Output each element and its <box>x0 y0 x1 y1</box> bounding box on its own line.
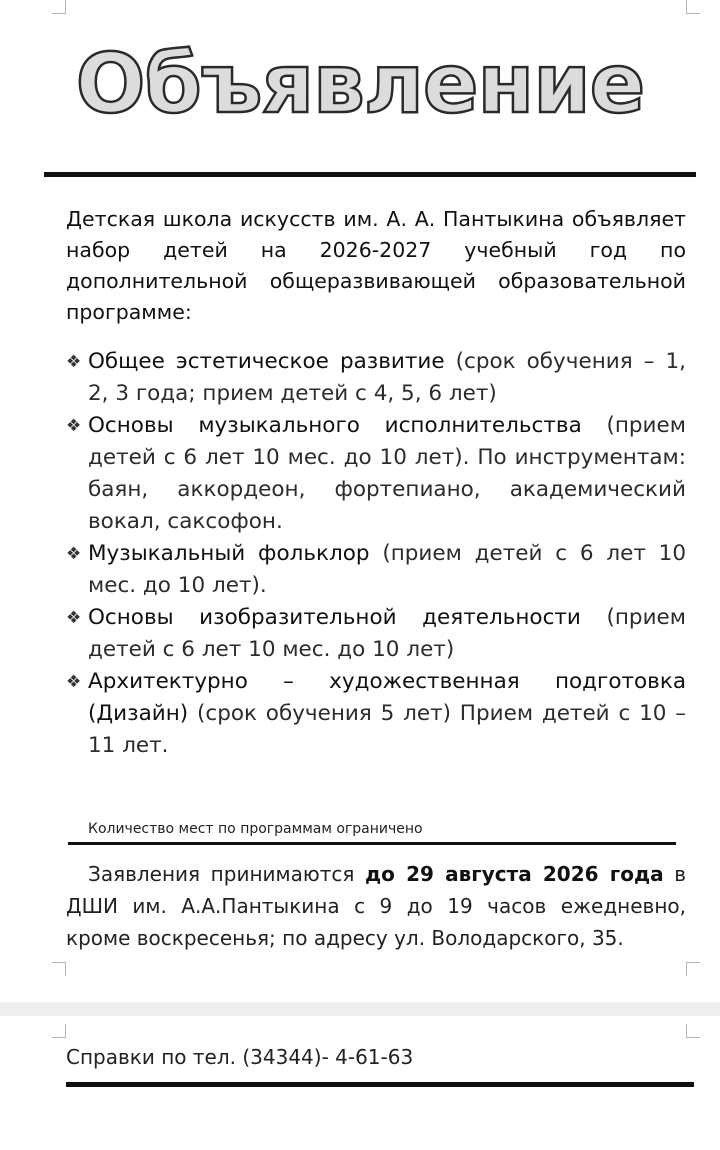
list-item <box>66 410 686 538</box>
note-divider <box>68 842 676 845</box>
list-item <box>66 666 686 762</box>
page-corner-mark <box>52 962 66 976</box>
page-corner-mark <box>686 0 700 14</box>
list-item <box>66 602 686 666</box>
page-separator <box>0 1002 720 1016</box>
page-corner-mark <box>686 1024 700 1038</box>
phone-info: Справки по тел. (34344)- 4-61-63 <box>66 1045 414 1069</box>
bullet-diamond-icon: ❖ <box>66 352 82 372</box>
applications-deadline: до 29 августа 2026 года <box>364 862 664 886</box>
program-details: (прием детей с 6 лет 10 мес. до 10 лет). По инструментам: баян, аккордеон, фортепиано, академический вокал, саксофон. <box>88 413 686 534</box>
program-name: Общее эстетическое развитие <box>88 349 445 374</box>
bullet-diamond-icon: ❖ <box>66 672 82 692</box>
program-name: Музыкальный фольклор <box>88 541 370 566</box>
applications-text: в ДШИ им. А.А.Пантыкина с 9 до 19 часов ежедневно, кроме воскресенья; по адресу ул. Володарского, 35. <box>66 862 686 950</box>
page-corner-mark <box>52 1024 66 1038</box>
program-details: (прием детей с 6 лет 10 мес. до 10 лет) <box>88 605 686 662</box>
title-divider <box>44 172 696 177</box>
program-name: Архитектурно – художественная подготовка (Дизайн) <box>88 669 686 726</box>
footer-divider <box>66 1082 694 1087</box>
program-details: (прием детей с 6 лет 10 мес. до 10 лет). <box>88 541 687 598</box>
page-title: Объявление <box>75 37 645 132</box>
applications-paragraph <box>66 858 686 954</box>
bullet-diamond-icon: ❖ <box>66 608 82 628</box>
bullet-diamond-icon: ❖ <box>66 416 82 436</box>
program-name: Основы музыкального исполнительства <box>88 413 582 438</box>
seats-note: Количество мест по программам ограничено <box>88 821 423 837</box>
applications-text: Заявления принимаются <box>88 862 365 886</box>
list-item <box>66 346 686 410</box>
page-corner-mark <box>686 962 700 976</box>
document-page-2 <box>0 1016 720 1150</box>
bullet-diamond-icon: ❖ <box>66 544 82 564</box>
program-name: Основы изобразительной деятельности <box>88 605 581 630</box>
intro-paragraph: Детская школа искусств им. А. А. Пантыкина объявляет набор детей на 2026-2027 учебный год по дополнительной общеразвивающей образовательной программе: <box>66 207 686 324</box>
program-list <box>66 346 686 762</box>
program-details: (срок обучения – 1, 2, 3 года; прием детей с 4, 5, 6 лет) <box>88 349 686 406</box>
page-corner-mark <box>52 0 66 14</box>
program-details: (срок обучения 5 лет) Прием детей с 10 – 11 лет. <box>88 701 686 758</box>
list-item <box>66 538 686 602</box>
